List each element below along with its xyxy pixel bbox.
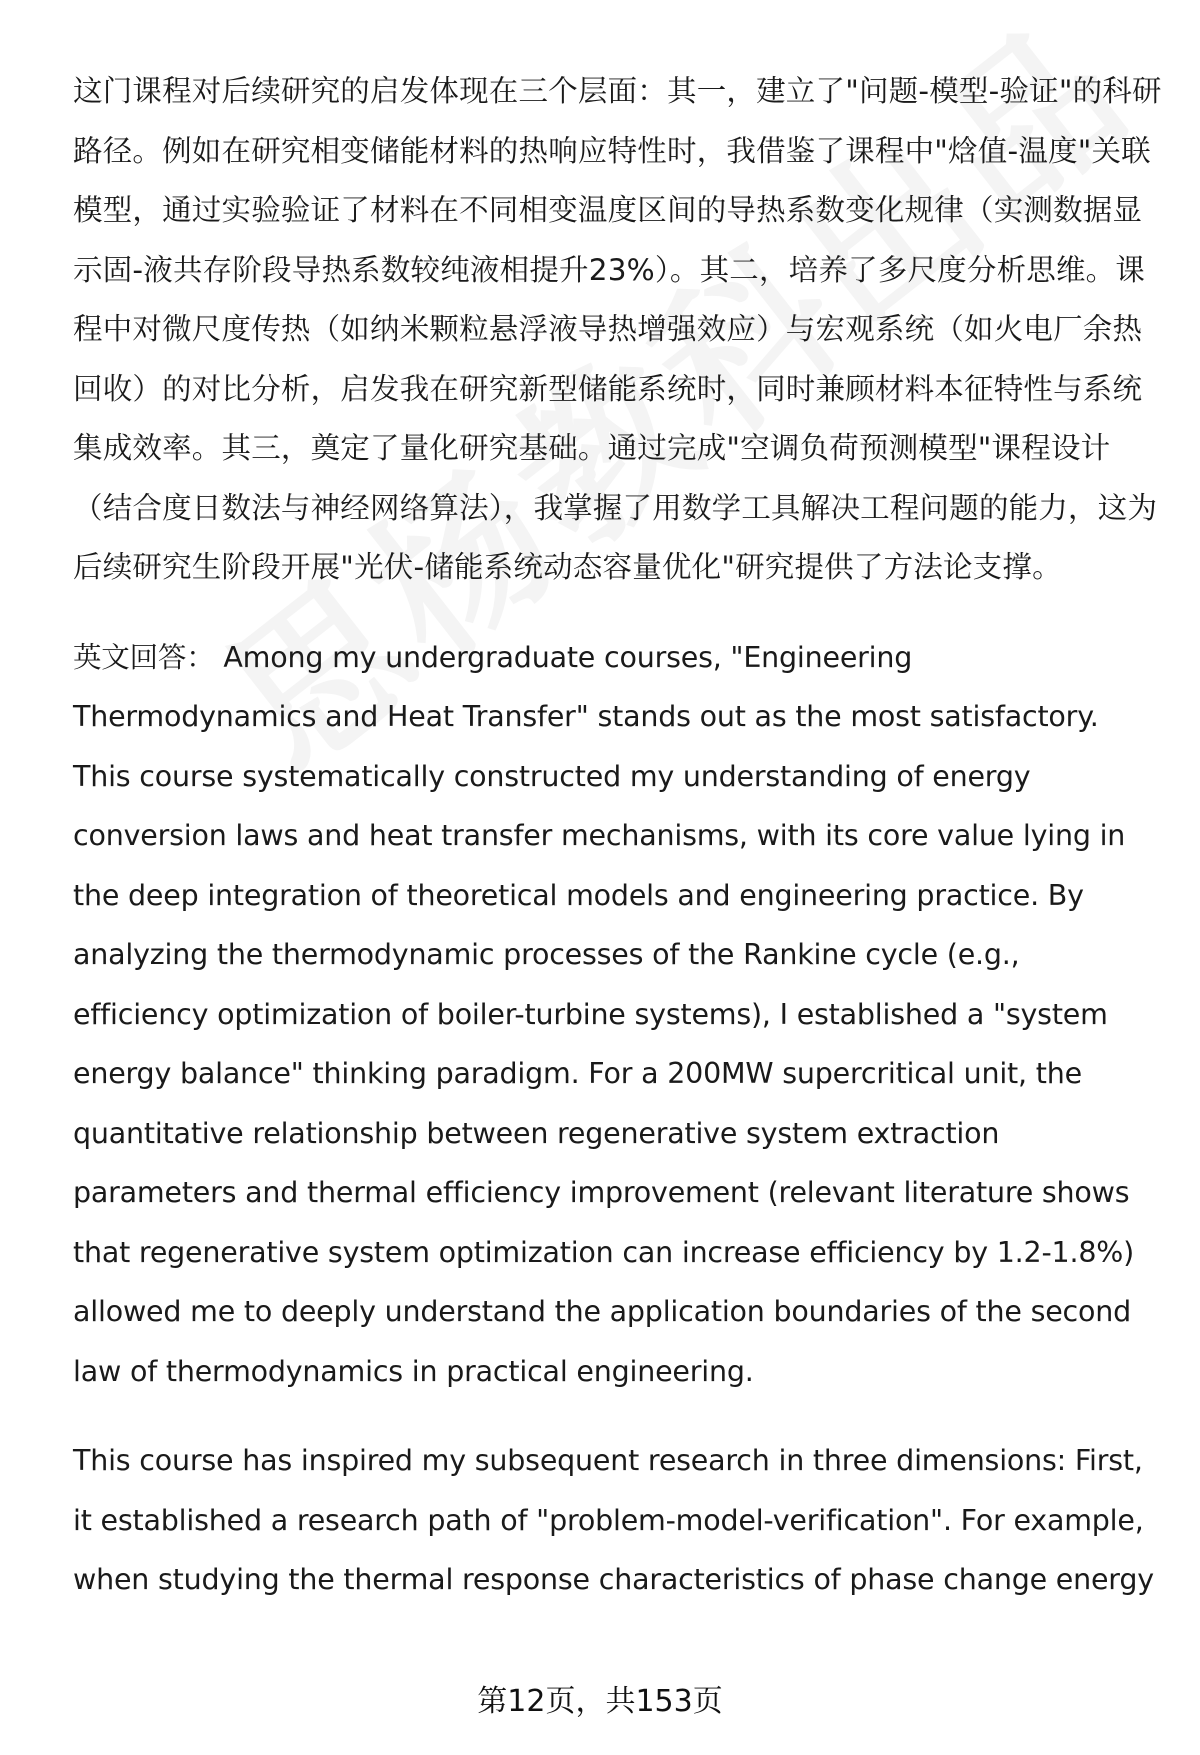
paragraph-zh-inspiration: 这门课程对后续研究的启发体现在三个层面：其一，建立了"问题-模型-验证"的科研路径。例如在研究相变储能材料的热响应特性时，我借鉴了课程中"焓值-温度"关联模型，通过实验验证了材料在不同相变温度区间的导热系数变化规律（实测数据显示固-液共存阶段导热系数较纯液相提升23%）。其二，培养了多尺度分析思维。课程中对微尺度传热（如纳米颗粒悬浮液导热增强效应）与宏观系统（如火电厂余热回收）的对比分析，启发我在研究新型储能系统时，同时兼顾材料本征特性与系统集成效率。其三，奠定了量化研究基础。通过完成"空调负荷预测模型"课程设计（结合度日数法与神经网络算法），我掌握了用数学工具解决工程问题的能力，这为后续研究生阶段开展"光伏-储能系统动态容量优化"研究提供了方法论支撑。 xyxy=(73,74,1162,584)
en-answer-text: Among my undergraduate courses, "Engineering Thermodynamics and Heat Transfer" stands out as the most satisfactory. This course systematically constructed my understanding of energy conversion laws and heat transfer mechanisms, with its core value lying in the deep integration of theoretical models and engineering practice. By analyzing the thermodynamic processes of the Rankine cycle (e.g., efficiency optimization of boiler-turbine systems), I established a "system energy balance" thinking paradigm. For a 200MW supercritical unit, the quantitative relationship between regenerative system extraction parameters and thermal efficiency improvement (relevant literature shows that regenerative system optimization can increase efficiency by 1.2-1.8%) allowed me to deeply understand the application boundaries of the second law of thermodynamics in practical engineering. xyxy=(73,640,1135,1388)
paragraph-en-answer xyxy=(73,628,1163,1402)
en-answer-label: 英文回答： xyxy=(73,640,215,674)
page-number-footer: 第12页，共153页 xyxy=(477,1684,723,1719)
document-page xyxy=(73,62,1163,1610)
paragraph-en-inspiration: This course has inspired my subsequent research in three dimensions: First, it established a research path of "problem-model-verification". For example, when studying the thermal response characteristics of phase change energy xyxy=(73,1444,1154,1596)
